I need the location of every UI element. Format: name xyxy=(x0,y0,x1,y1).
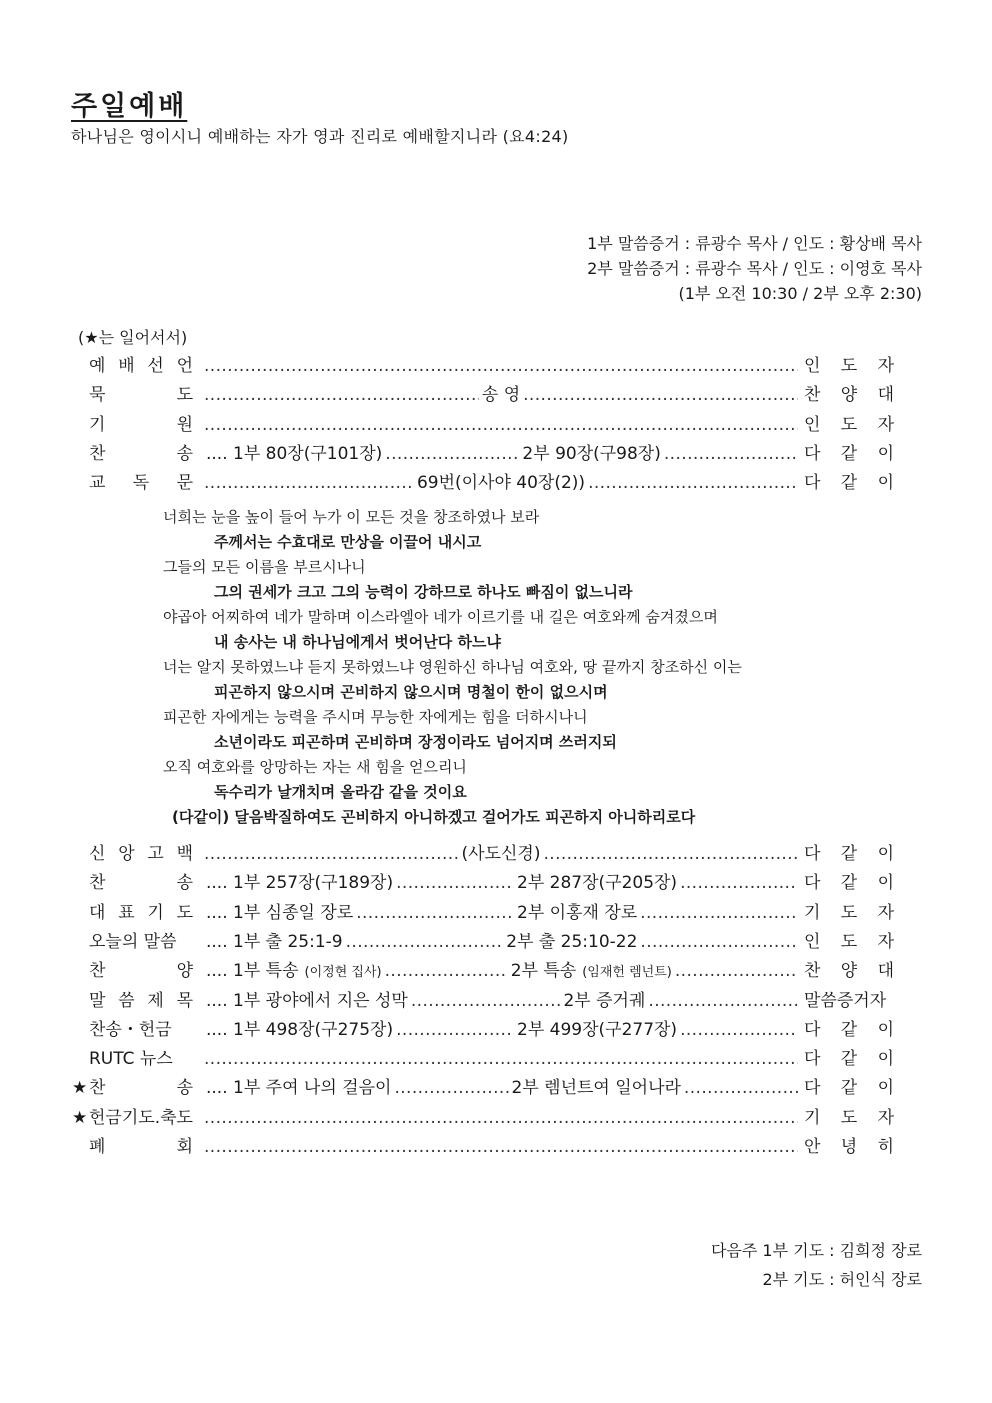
order-responder-char: 다 xyxy=(804,443,821,464)
order-part1: .... 1부 광야에서 지은 성막 xyxy=(206,990,408,1011)
reading-line-congregation: 독수리가 날개치며 올라감 같을 것이요 xyxy=(214,783,467,801)
order-responder-char: 같 xyxy=(840,1049,858,1070)
order-row xyxy=(72,899,894,928)
leader-dots xyxy=(385,440,519,469)
order-part2: (사도신경) xyxy=(461,844,541,864)
order-label-char: 찬 xyxy=(89,1078,106,1099)
order-label xyxy=(89,957,193,986)
order-part2: 2부 출 25:10-22 xyxy=(506,931,638,952)
leader-dots xyxy=(346,928,504,957)
order-responder xyxy=(804,469,894,498)
order-label xyxy=(89,840,193,869)
leader-dots xyxy=(523,381,798,410)
order-responder-char: 다 xyxy=(804,844,821,864)
order-label-char: 회 xyxy=(176,1137,193,1157)
order-responder-char: 같 xyxy=(840,1078,858,1099)
order-label-char: 양 xyxy=(176,961,193,982)
order-responder-char: 다 xyxy=(804,473,821,494)
order-label-char: 원 xyxy=(176,414,193,435)
order-body xyxy=(204,411,798,440)
preacher-line-2: 2부 말씀증거 : 류광수 목사 / 인도 : 이영호 목사 xyxy=(587,259,922,278)
verse-subtitle: 하나님은 영이시니 예배하는 자가 영과 진리로 예배할지니라 (요4:24) xyxy=(71,127,569,146)
leader-dots xyxy=(204,840,459,869)
order-part2: 2부 499장(구277장) xyxy=(517,1019,678,1040)
leader-dots xyxy=(204,1045,798,1074)
order-label xyxy=(89,987,193,1016)
order-part1: .... 1부 심종일 장로 xyxy=(206,902,354,923)
order-body xyxy=(204,352,798,381)
order-part2: 송 영 xyxy=(481,385,521,406)
order-row xyxy=(72,1133,894,1162)
order-responder-char: 도 xyxy=(840,1107,858,1128)
order-label-char: 기 xyxy=(89,414,106,435)
order-responder-char: 기 xyxy=(804,902,821,923)
order-responder-char: 같 xyxy=(840,473,858,494)
order-part2: 2부 287장(구205장) xyxy=(517,873,678,894)
order-responder-char: 자 xyxy=(877,356,894,376)
service-times: (1부 오전 10:30 / 2부 오후 2:30) xyxy=(678,284,922,303)
order-label xyxy=(89,352,193,381)
order-part2-note: (임재헌 렘넌트) xyxy=(582,965,672,981)
leader-dots xyxy=(394,1074,508,1103)
order-body xyxy=(204,1074,798,1103)
reading-line-congregation: 피곤하지 않으시며 곤비하지 않으시며 명철이 한이 없으시며 xyxy=(214,683,608,701)
order-row xyxy=(72,957,894,986)
order-responder xyxy=(804,1045,894,1074)
order-responder-char: 이 xyxy=(877,1049,894,1070)
order-part2: 69번(이사야 40장(2)) xyxy=(416,473,586,494)
order-part2: 2부 90장(구98장) xyxy=(522,443,661,464)
order-label-char: 선 xyxy=(147,356,164,376)
order-responder xyxy=(804,411,894,440)
order-responder xyxy=(804,987,894,1016)
leader-dots xyxy=(648,987,798,1016)
order-responder-char: 자 xyxy=(877,414,894,435)
reading-line-congregation: 내 송사는 내 하나님에게서 벗어난다 하느냐 xyxy=(214,633,501,651)
order-label-char: 교 xyxy=(89,473,106,494)
order-part1: .... 1부 주여 나의 걸음이 xyxy=(206,1078,392,1099)
order-label xyxy=(89,1074,193,1103)
order-responder-char: 대 xyxy=(877,961,894,982)
order-label-char: 도 xyxy=(176,902,193,923)
leader-dots xyxy=(675,957,798,986)
order-responder-char: 녕 xyxy=(840,1137,858,1157)
order-responder xyxy=(804,869,894,898)
order-label-char: 독 xyxy=(132,473,150,494)
order-row xyxy=(72,440,894,469)
order-responder-char: 도 xyxy=(840,414,858,435)
order-label-text: RUTC 뉴스 xyxy=(89,1049,173,1070)
order-label-char: 씀 xyxy=(118,990,135,1011)
order-label-char: 앙 xyxy=(118,844,135,864)
order-label-char: 찬 xyxy=(89,961,106,982)
leader-dots xyxy=(204,352,798,381)
order-responder-char: 찬 xyxy=(804,385,821,406)
order-label-char: 폐 xyxy=(89,1137,106,1157)
reading-line-congregation: 소년이라도 피곤하며 곤비하며 장정이라도 넘어지며 쓰러지되 xyxy=(214,733,617,751)
order-responder-char: 도 xyxy=(840,356,858,376)
order-label-char: 찬 xyxy=(89,873,106,894)
order-part1: .... 1부 80장(구101장) xyxy=(206,443,383,464)
order-label-char: 고 xyxy=(147,844,164,864)
order-part2: 2부 렘넌트여 일어나라 xyxy=(511,1078,681,1099)
order-responder xyxy=(804,1074,894,1103)
order-label xyxy=(89,440,193,469)
order-body xyxy=(204,1045,798,1074)
order-label-char: 송 xyxy=(176,1078,193,1099)
order-row xyxy=(72,411,894,440)
order-responder-char: 다 xyxy=(804,873,821,894)
order-responder xyxy=(804,440,894,469)
order-row xyxy=(72,1074,894,1103)
order-body xyxy=(204,469,798,498)
order-body xyxy=(204,1016,798,1045)
order-body xyxy=(204,381,798,410)
reading-line-together: (다같이) 달음박질하여도 곤비하지 아니하겠고 걸어가도 피곤하지 아니하리로다 xyxy=(172,808,696,826)
order-part1: .... 1부 특송 xyxy=(206,961,299,982)
leader-dots xyxy=(385,957,508,986)
reading-line-leader: 오직 여호와를 앙망하는 자는 새 힘을 얻으리니 xyxy=(163,758,467,776)
leader-dots xyxy=(204,411,798,440)
leader-dots xyxy=(664,440,798,469)
leader-dots xyxy=(640,928,798,957)
order-responder-char: 양 xyxy=(840,385,858,406)
leader-dots xyxy=(543,840,798,869)
order-responder-char: 같 xyxy=(840,443,858,464)
order-responder xyxy=(804,381,894,410)
order-responder-char: 찬 xyxy=(804,961,821,982)
order-label-text: 헌금기도.축도 xyxy=(89,1107,193,1128)
order-responder-char: 인 xyxy=(804,414,821,435)
order-row xyxy=(72,840,894,869)
order-part1-note: (이정현 집사) xyxy=(304,965,382,981)
next-week-prayer xyxy=(711,1236,922,1294)
order-label-char: 묵 xyxy=(89,385,106,406)
leader-dots xyxy=(396,1016,514,1045)
order-label xyxy=(89,899,193,928)
leader-dots xyxy=(356,899,514,928)
order-responder-char: 이 xyxy=(877,473,894,494)
order-label-char: 백 xyxy=(176,844,193,864)
order-responder-char: 같 xyxy=(840,844,858,864)
order-part1: .... 1부 498장(구275장) xyxy=(206,1019,394,1040)
order-label-char: 표 xyxy=(118,902,135,923)
order-label-char: 문 xyxy=(176,473,193,494)
order-label xyxy=(89,381,193,410)
order-part2: 2부 증거궤 xyxy=(563,990,646,1011)
reading-line-congregation: 그의 권세가 크고 그의 능력이 강하므로 하나도 빠짐이 없느니라 xyxy=(214,583,633,601)
order-label xyxy=(89,869,193,898)
leader-dots xyxy=(640,899,798,928)
order-label xyxy=(89,1104,201,1133)
order-body xyxy=(204,899,798,928)
order-responder-char: 대 xyxy=(877,385,894,406)
reading-line-leader: 너희는 눈을 높이 들어 누가 이 모든 것을 창조하였나 보라 xyxy=(163,508,540,526)
order-responder-char: 이 xyxy=(877,1078,894,1099)
order-responder xyxy=(804,899,894,928)
order-label-char: 송 xyxy=(176,873,193,894)
standing-note: (★는 일어서서) xyxy=(78,328,188,347)
order-label-text: 찬송・헌금 xyxy=(89,1019,172,1040)
order-label-char: 언 xyxy=(176,356,193,376)
order-label-char: 기 xyxy=(147,902,164,923)
order-row xyxy=(72,1104,894,1133)
order-label-char: 찬 xyxy=(89,443,106,464)
order-label-char: 예 xyxy=(89,356,106,376)
order-responder-char: 이 xyxy=(877,1019,894,1040)
order-row xyxy=(72,1016,894,1045)
order-responder-char: 다 xyxy=(804,1078,821,1099)
order-body xyxy=(204,928,798,957)
order-label-text: 오늘의 말씀 xyxy=(89,931,177,952)
order-label-char: 제 xyxy=(147,990,164,1011)
order-body xyxy=(204,1104,798,1133)
order-label-char: 배 xyxy=(118,356,135,376)
preacher-line-1: 1부 말씀증거 : 류광수 목사 / 인도 : 황상배 목사 xyxy=(587,234,922,253)
reading-line-leader: 너는 알지 못하였느냐 듣지 못하였느냐 영원하신 하나님 여호와, 땅 끝까지 창조하신 이는 xyxy=(163,658,742,676)
order-row xyxy=(72,1045,894,1074)
reading-line-congregation: 주께서는 수효대로 만상을 이끌어 내시고 xyxy=(214,533,482,551)
order-responder xyxy=(804,1016,894,1045)
order-part2: 2부 특송 xyxy=(510,961,577,982)
order-responder-char: 다 xyxy=(804,1049,821,1070)
order-row xyxy=(72,987,894,1016)
order-responder-char: 같 xyxy=(840,873,858,894)
order-part1: .... 1부 출 25:1-9 xyxy=(206,931,343,952)
order-responder-text: 말씀증거자 xyxy=(804,990,887,1011)
order-label xyxy=(89,1133,193,1162)
order-responder-char: 이 xyxy=(877,844,894,864)
reading-line-leader: 야곱아 어찌하여 네가 말하며 이스라엘아 네가 이르기를 내 길은 여호와께 숨겨졌으며 xyxy=(163,608,718,626)
order-label-char: 송 xyxy=(176,443,193,464)
order-label xyxy=(89,1016,201,1045)
order-responder-char: 다 xyxy=(804,1019,821,1040)
order-responder-char: 안 xyxy=(804,1137,821,1157)
order-responder-char: 자 xyxy=(877,1107,894,1128)
leader-dots xyxy=(204,1104,798,1133)
order-label xyxy=(89,411,193,440)
star-icon: ★ xyxy=(72,1107,88,1128)
leader-dots xyxy=(680,869,798,898)
order-row xyxy=(72,352,894,381)
order-label-char: 말 xyxy=(89,990,106,1011)
order-body xyxy=(204,869,798,898)
leader-dots xyxy=(680,1016,798,1045)
order-row xyxy=(72,928,894,957)
order-responder xyxy=(804,957,894,986)
order-label-char: 도 xyxy=(176,385,193,406)
leader-dots xyxy=(684,1074,798,1103)
order-responder-char: 양 xyxy=(840,961,858,982)
order-responder-char: 이 xyxy=(877,873,894,894)
order-label-char: 목 xyxy=(176,990,193,1011)
order-responder xyxy=(804,840,894,869)
order-label xyxy=(89,469,193,498)
order-responder-char: 자 xyxy=(877,931,894,952)
star-icon: ★ xyxy=(72,1078,88,1099)
order-responder-char: 히 xyxy=(877,1137,894,1157)
order-responder-char: 인 xyxy=(804,931,821,952)
order-responder xyxy=(804,352,894,381)
order-label xyxy=(89,928,201,957)
order-responder-char: 기 xyxy=(804,1107,821,1128)
order-body xyxy=(204,987,798,1016)
order-responder-char: 도 xyxy=(840,902,858,923)
order-body xyxy=(204,957,798,987)
order-responder xyxy=(804,1104,894,1133)
preacher-info xyxy=(587,231,922,306)
page-title: 주일예배 xyxy=(71,91,188,122)
next-week-prayer-line-2: 2부 기도 : 허인식 장로 xyxy=(762,1270,922,1289)
next-week-prayer-line-1: 다음주 1부 기도 : 김희정 장로 xyxy=(710,1241,922,1260)
leader-dots xyxy=(204,469,414,498)
order-row xyxy=(72,869,894,898)
order-label-char: 대 xyxy=(89,902,106,923)
order-responder xyxy=(804,928,894,957)
order-responder-char: 인 xyxy=(804,356,821,376)
leader-dots xyxy=(204,1133,798,1162)
order-responder-char: 이 xyxy=(877,443,894,464)
order-label xyxy=(89,1045,201,1074)
order-body xyxy=(204,840,798,869)
order-responder xyxy=(804,1133,894,1162)
reading-line-leader: 그들의 모든 이름을 부르시나니 xyxy=(163,558,366,576)
order-row xyxy=(72,469,894,498)
leader-dots xyxy=(588,469,798,498)
order-body xyxy=(204,1133,798,1162)
leader-dots xyxy=(204,381,479,410)
order-responder-char: 같 xyxy=(840,1019,858,1040)
order-body xyxy=(204,440,798,469)
order-label-char: 신 xyxy=(89,844,106,864)
order-row xyxy=(72,381,894,410)
order-responder-char: 자 xyxy=(877,902,894,923)
reading-line-leader: 피곤한 자에게는 능력을 주시며 무능한 자에게는 힘을 더하시나니 xyxy=(163,708,588,726)
order-responder-char: 도 xyxy=(840,931,858,952)
leader-dots xyxy=(396,869,514,898)
order-part1: .... 1부 257장(구189장) xyxy=(206,873,394,894)
order-part2: 2부 이홍재 장로 xyxy=(517,902,638,923)
leader-dots xyxy=(411,987,561,1016)
